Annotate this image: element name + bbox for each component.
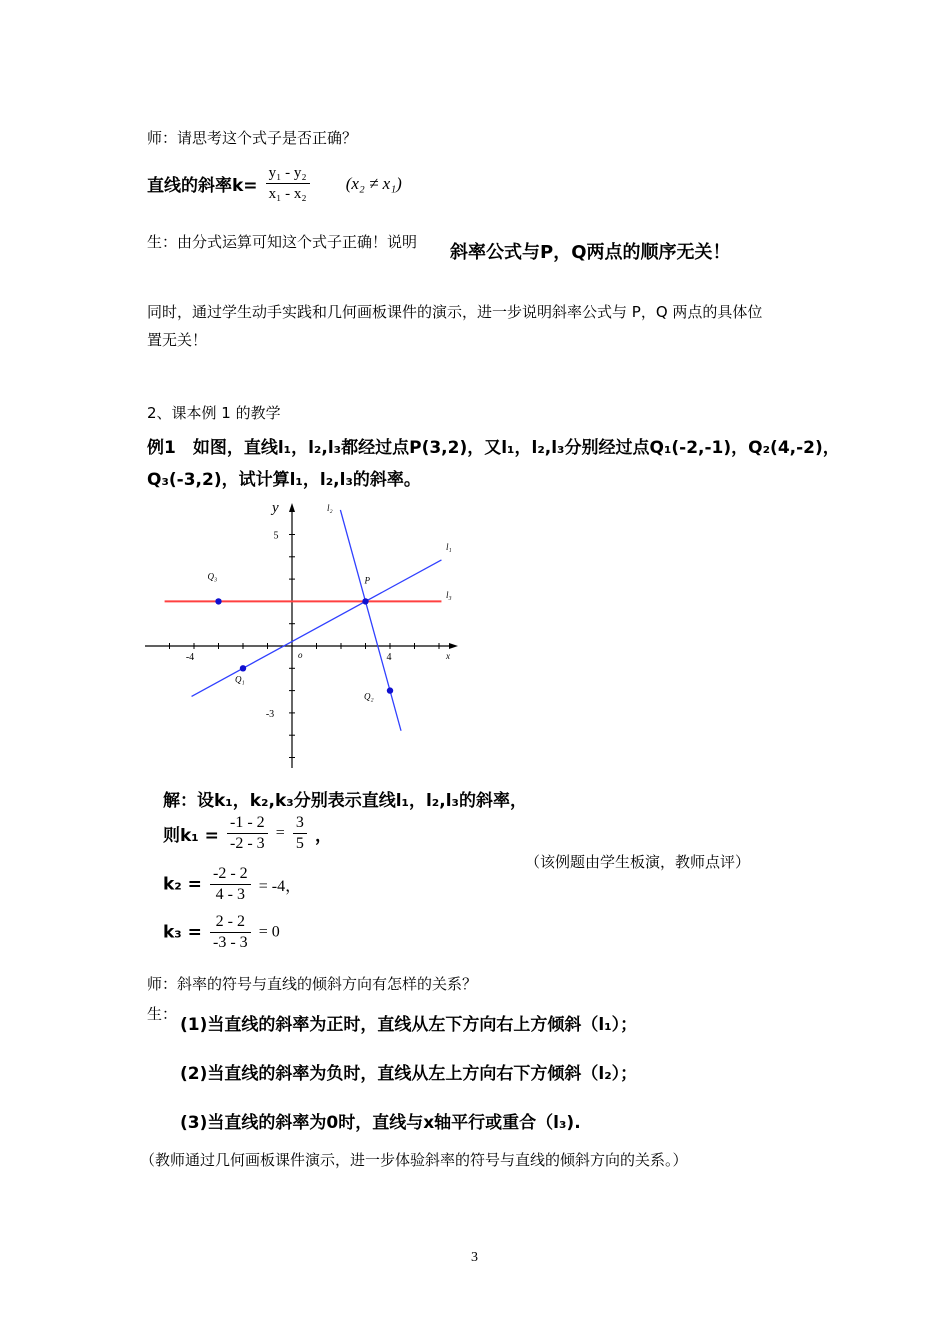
line-l1	[192, 560, 442, 696]
point-Q2	[387, 687, 393, 693]
k3-fraction	[210, 912, 251, 953]
formula-condition: (x₂ ≠ x₁)	[345, 173, 402, 193]
student-label: 生：	[147, 1005, 178, 1023]
para-3-line-1: 同时，通过学生动手实践和几何画板课件的演示，进一步说明斜率公式与 P，Q 两点的具体位	[147, 303, 763, 321]
label-l3: l₃	[446, 590, 452, 600]
k2-numerator: -2 - 2	[210, 864, 251, 885]
k3-denominator: -3 - 3	[213, 934, 248, 951]
k3-prefix: k₃ =	[163, 922, 202, 943]
figure-group	[145, 500, 458, 768]
y-tick-label-neg3: -3	[265, 708, 275, 720]
k1-equation	[163, 813, 332, 854]
k1-result-numerator: 3	[293, 813, 307, 834]
x-tick-label-neg4: -4	[185, 652, 195, 663]
k1-result-fraction	[293, 813, 307, 854]
y-tick-label-5: 5	[273, 530, 279, 542]
question-2: 师：斜率的符号与直线的倾斜方向有怎样的关系？	[147, 975, 478, 993]
section-heading: 2、课本例 1 的教学	[147, 404, 281, 422]
k2-tail: = -4，	[258, 878, 302, 895]
point-Q3	[215, 598, 221, 604]
k1-fraction	[227, 813, 268, 854]
label-Q1: Q₁	[235, 674, 245, 685]
answer-2: (2)当直线的斜率为负时，直线从左上方向右下方倾斜（l₂）；	[180, 1064, 638, 1084]
k1-prefix: 则k₁ =	[163, 826, 219, 846]
label-Q2: Q₂	[364, 691, 374, 702]
answer-1: (1)当直线的斜率为正时，直线从左下方向右上方倾斜（l₁）；	[180, 1015, 638, 1035]
solution-intro: 解：设k₁，k₂,k₃分别表示直线l₁，l₂,l₃的斜率，	[163, 791, 527, 811]
x-axis-arrow	[449, 643, 458, 649]
formula-numerator: y₁ - y₂	[266, 163, 310, 184]
x-tick-label-4: 4	[386, 652, 392, 663]
k2-equation	[163, 864, 301, 905]
answer-3: (3)当直线的斜率为0时，直线与x轴平行或重合（l₃).	[180, 1113, 581, 1133]
para-3-line-2: 置无关！	[147, 331, 208, 349]
label-l1: l₁	[446, 542, 452, 552]
example-line-1: 例1 如图，直线l₁，l₂,l₃都经过点P(3,2)，又l₁，l₂,l₃分别经过点Q₁(-2,-1)，Q₂(4,-2)，	[147, 438, 840, 458]
k2-denominator: 4 - 3	[215, 886, 245, 903]
k3-numerator: 2 - 2	[210, 912, 251, 933]
teacher-note: （该例题由学生板演，教师点评）	[525, 853, 751, 871]
label-Q3: Q₃	[207, 571, 218, 582]
formula-denominator: x₁ - x₂	[268, 186, 307, 202]
k1-result-denominator: 5	[295, 835, 304, 852]
y-axis-label: y	[272, 500, 279, 516]
label-l2: l₂	[327, 503, 333, 513]
formula-prefix: 直线的斜率k=	[147, 176, 258, 196]
point-P	[362, 598, 368, 604]
para-student-1a: 生：由分式运算可知这个式子正确！说明	[147, 233, 418, 251]
k2-fraction	[210, 864, 251, 905]
point-Q1	[240, 665, 246, 671]
label-P: P	[364, 575, 370, 586]
k1-equals: =	[275, 824, 285, 842]
closing-note: （教师通过几何画板课件演示，进一步体验斜率的符号与直线的倾斜方向的关系。）	[140, 1151, 688, 1169]
para-question-1: 师：请思考这个式子是否正确？	[147, 129, 358, 147]
para-student-1b: 斜率公式与P，Q两点的顺序无关！	[450, 242, 731, 263]
k1-numerator: -1 - 2	[227, 813, 268, 834]
origin-label: o	[298, 650, 303, 660]
k1-denominator: -2 - 3	[230, 835, 265, 852]
k2-prefix: k₂ =	[163, 874, 202, 895]
k3-tail: = 0	[258, 923, 280, 941]
k1-tail: ，	[314, 826, 332, 846]
y-axis-arrow	[289, 503, 295, 512]
x-axis-label: x	[446, 651, 450, 661]
k3-equation	[163, 912, 280, 953]
example-line-2: Q₃(-3,2)，试计算l₁，l₂,l₃的斜率。	[147, 470, 421, 490]
page-number: 3	[471, 1250, 478, 1265]
